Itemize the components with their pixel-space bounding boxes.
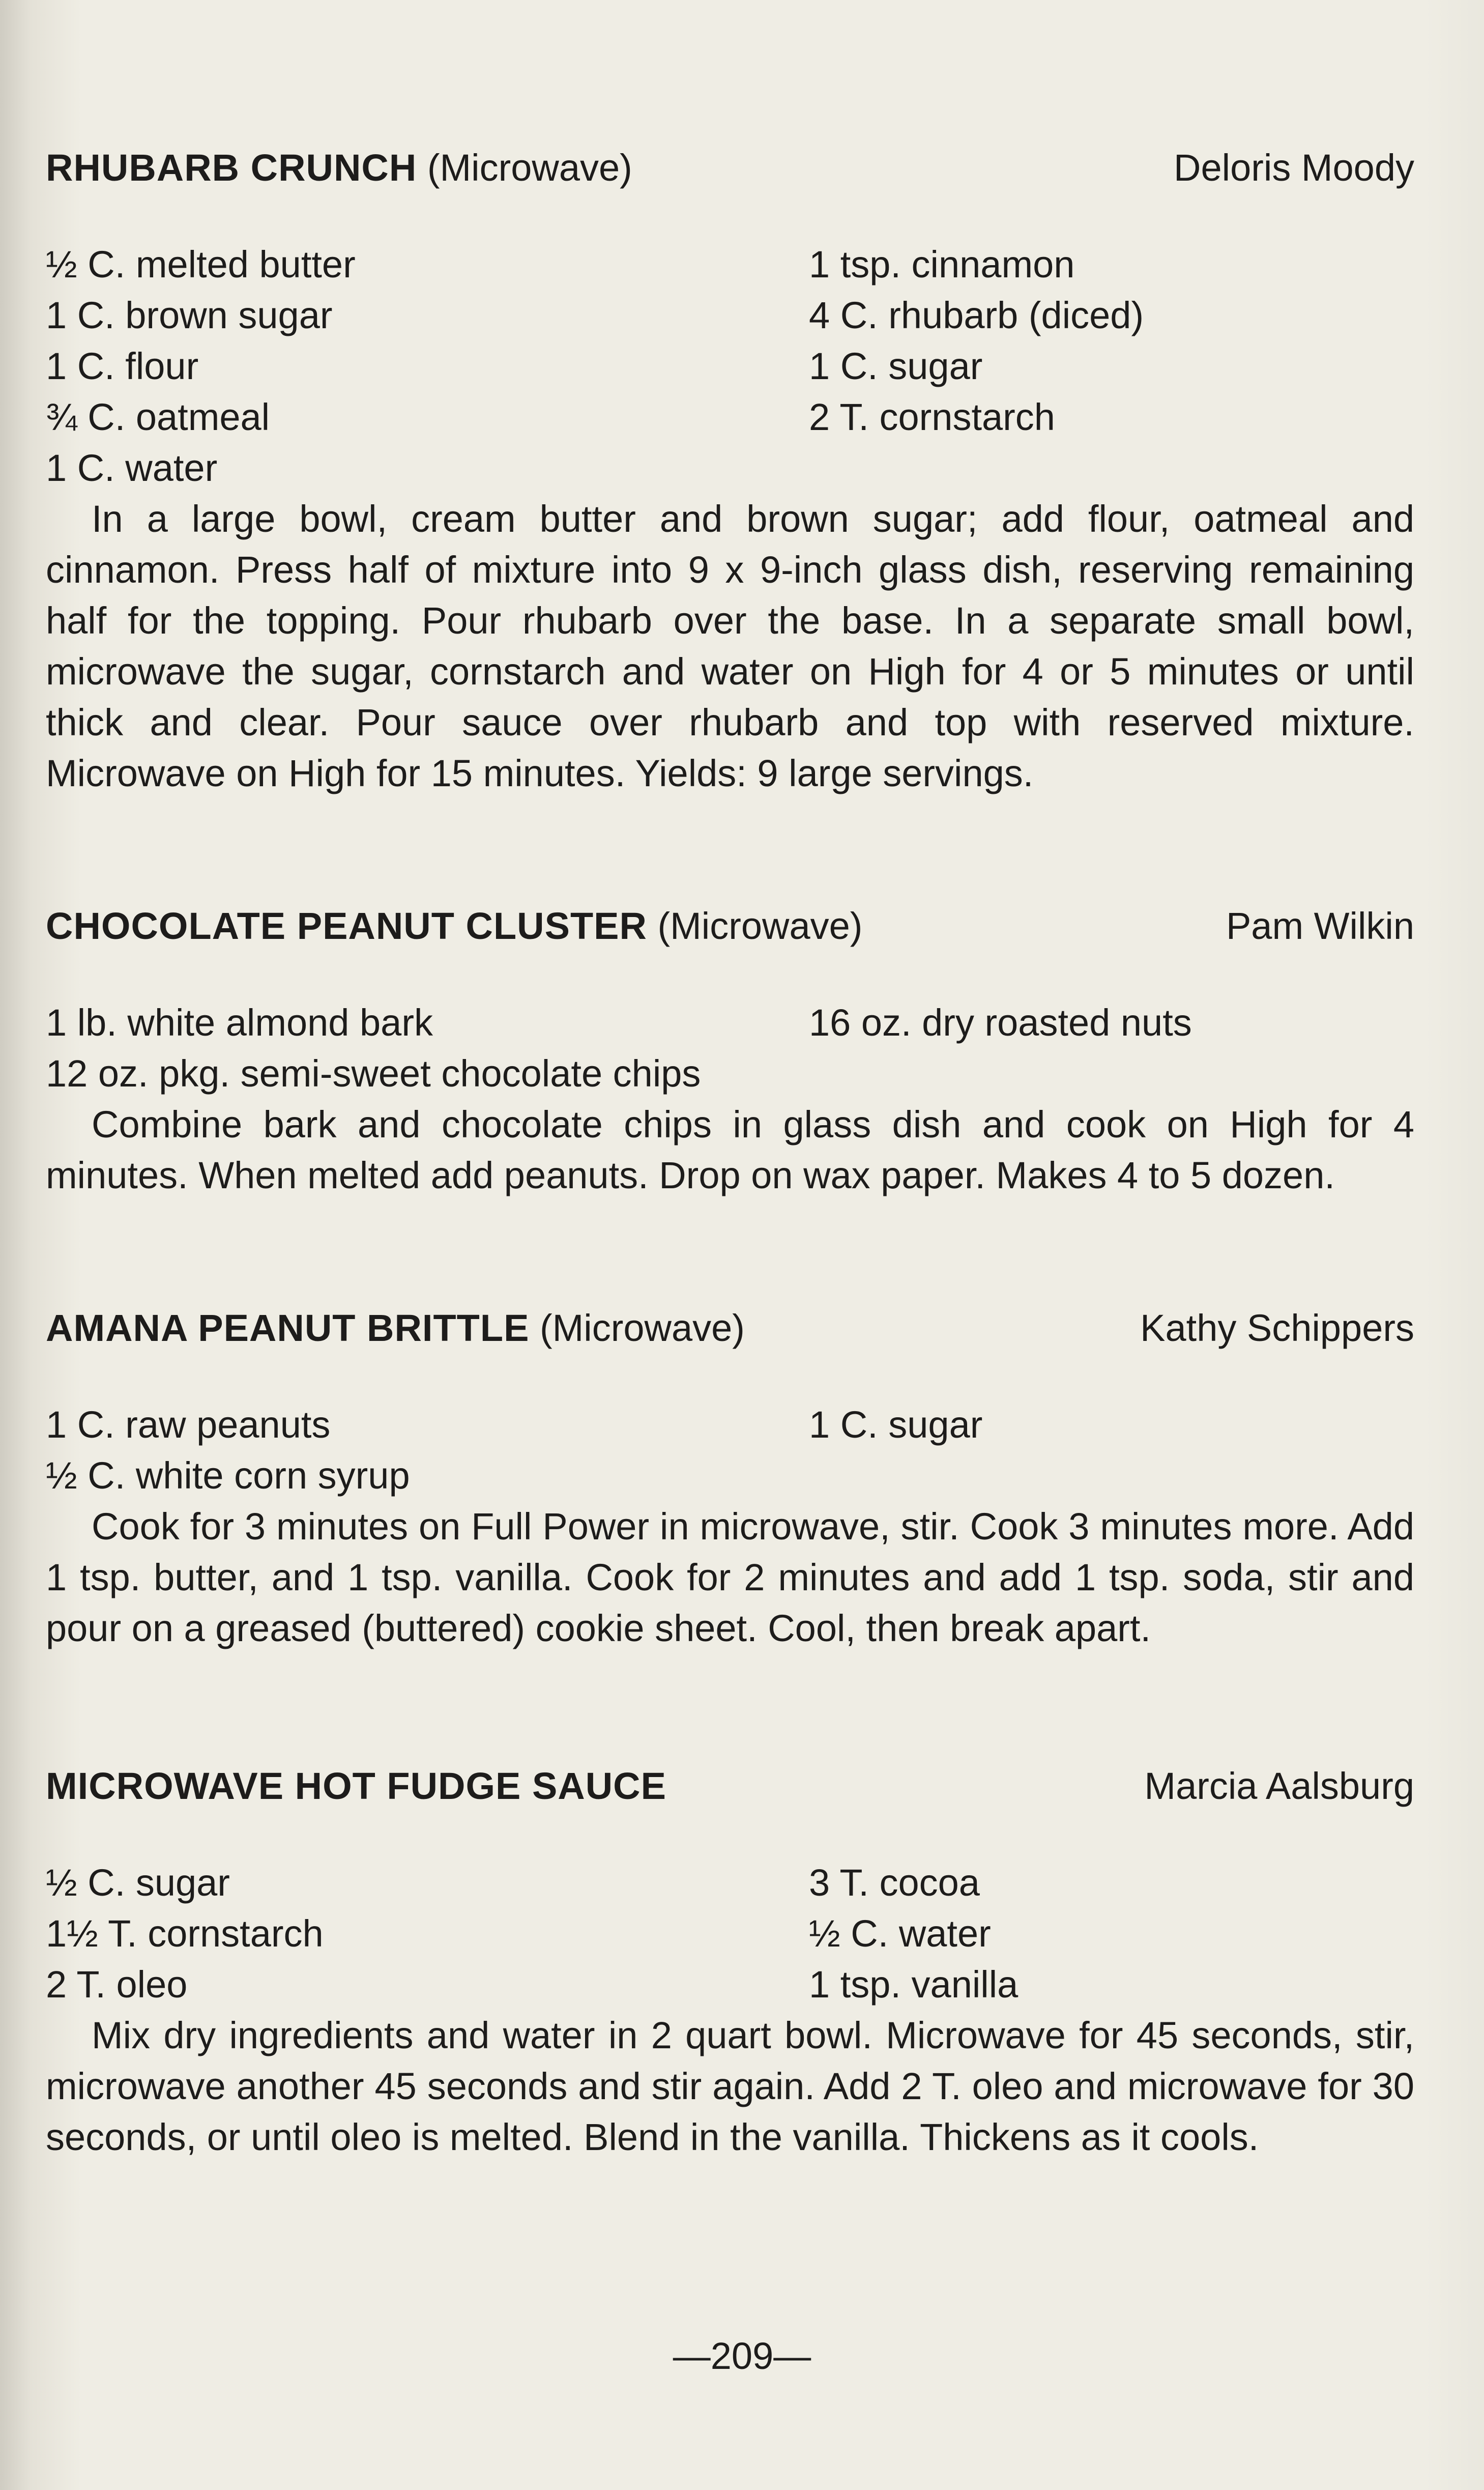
recipe-author: Deloris Moody <box>1174 147 1414 189</box>
recipe-header <box>46 1761 1414 1812</box>
recipe-amana-peanut-brittle <box>46 1303 1414 1654</box>
ingredient-column-right <box>809 1399 982 1450</box>
recipe-title-note: (Microwave) <box>427 147 632 189</box>
recipe-author: Pam Wilkin <box>1226 905 1414 947</box>
ingredient-item: 1 C. flour <box>46 345 199 387</box>
recipe-header <box>46 1303 1414 1354</box>
recipe-directions: Cook for 3 minutes on Full Power in microwave, stir. Cook 3 minutes more. Add 1 tsp. butter, and 1 tsp. vanilla. Cook for 2 minutes and add 1 tsp. soda, stir and pour on a greased (buttered) cookie sheet. Cool, then break apart. <box>46 1505 1414 1649</box>
ingredient-list <box>46 239 1414 494</box>
ingredient-item: ½ C. sugar <box>46 1862 230 1904</box>
ingredient-list <box>46 997 1414 1099</box>
ingredient-item: 1½ T. cornstarch <box>46 1912 324 1955</box>
ingredient-item: 1 tsp. vanilla <box>809 1963 1019 2006</box>
recipe-title-text: CHOCOLATE PEANUT CLUSTER <box>46 905 647 947</box>
recipe-rhubarb-crunch <box>46 142 1414 799</box>
ingredient-item: 1 C. raw peanuts <box>46 1404 331 1446</box>
ingredient-item: 1 tsp. cinnamon <box>809 243 1075 285</box>
ingredient-item: 1 lb. white almond bark <box>46 1001 433 1044</box>
recipe-header <box>46 901 1414 952</box>
recipe-directions: Mix dry ingredients and water in 2 quart bowl. Microwave for 45 seconds, stir, microwave another 45 seconds and stir again. Add 2 T. oleo and microwave for 30 seconds, or until oleo is melted. Blend in the vanilla. Thickens as it cools. <box>46 2014 1414 2158</box>
recipe-title-text: RHUBARB CRUNCH <box>46 147 417 189</box>
recipe-directions: In a large bowl, cream butter and brown sugar; add flour, oatmeal and cinnamon. Press half of mixture into 9 x 9-inch glass dish, reserving remaining half for the topping. Pour rhubarb over the base. In a separate small bowl, microwave the sugar, cornstarch and water on High for 4 or 5 minutes or until thick and clear. Pour sauce over rhubarb and top with reserved mixture. Microwave on High for 15 minutes. Yields: 9 large servings. <box>46 498 1414 794</box>
recipe-microwave-hot-fudge-sauce <box>46 1761 1414 2163</box>
ingredient-item: 4 C. rhubarb (diced) <box>809 294 1144 336</box>
recipe-title-note: (Microwave) <box>539 1307 745 1349</box>
ingredient-item: ½ C. water <box>809 1912 991 1955</box>
recipe-title <box>46 1761 666 1812</box>
ingredient-column-left <box>46 1399 410 1501</box>
ingredient-column-right <box>809 239 1144 443</box>
ingredient-item: 2 T. oleo <box>46 1963 188 2006</box>
ingredient-column-left <box>46 239 356 494</box>
ingredient-list <box>46 1857 1414 2010</box>
recipe-chocolate-peanut-cluster <box>46 901 1414 1201</box>
ingredient-item: 12 oz. pkg. semi-sweet chocolate chips <box>46 1052 701 1095</box>
recipe-title-text: AMANA PEANUT BRITTLE <box>46 1307 530 1349</box>
recipe-title <box>46 1303 745 1354</box>
recipe-title-note: (Microwave) <box>657 905 863 947</box>
ingredient-item: 1 C. sugar <box>809 345 983 387</box>
recipe-directions: Combine bark and chocolate chips in glass dish and cook on High for 4 minutes. When melted add peanuts. Drop on wax paper. Makes 4 to 5 dozen. <box>46 1103 1414 1196</box>
ingredient-item: 3 T. cocoa <box>809 1862 980 1904</box>
ingredient-item: ½ C. white corn syrup <box>46 1454 410 1497</box>
ingredient-column-right <box>809 997 1192 1048</box>
ingredient-list <box>46 1399 1414 1501</box>
ingredient-item: ¾ C. oatmeal <box>46 396 270 438</box>
recipe-title <box>46 142 632 193</box>
ingredient-item: 1 C. brown sugar <box>46 294 333 336</box>
ingredient-column-left <box>46 1857 324 2010</box>
recipe-title-text: MICROWAVE HOT FUDGE SAUCE <box>46 1765 666 1807</box>
ingredient-item: 16 oz. dry roasted nuts <box>809 1001 1192 1044</box>
recipe-title <box>46 901 862 952</box>
ingredient-item: ½ C. melted butter <box>46 243 356 285</box>
ingredient-column-right <box>809 1857 1018 2010</box>
ingredient-item: 1 C. sugar <box>809 1404 983 1446</box>
ingredient-item: 2 T. cornstarch <box>809 396 1055 438</box>
ingredient-column-left <box>46 997 701 1099</box>
recipe-header <box>46 142 1414 193</box>
recipe-author: Marcia Aalsburg <box>1144 1765 1414 1807</box>
recipe-author: Kathy Schippers <box>1140 1307 1414 1349</box>
page-number: —209— <box>673 2335 811 2377</box>
ingredient-item: 1 C. water <box>46 447 218 489</box>
